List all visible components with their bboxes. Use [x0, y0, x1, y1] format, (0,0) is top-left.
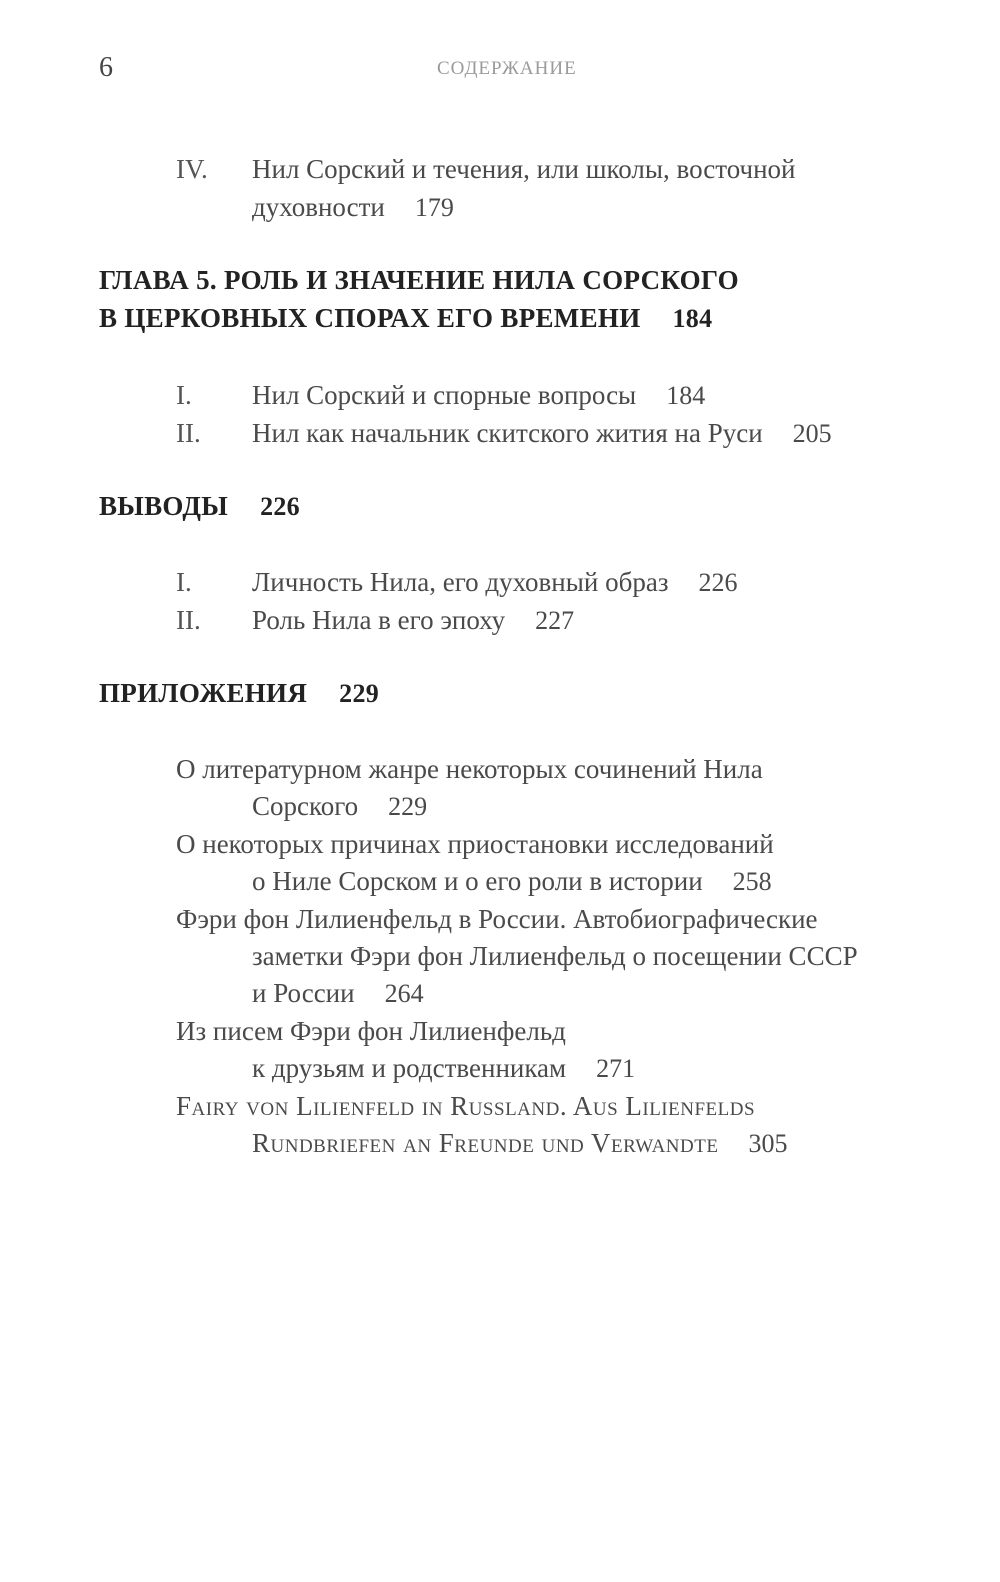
entry-text: Rundbriefen an Freunde und Verwandte — [252, 1128, 719, 1158]
entry-title: Нил как начальник скитского жития на Руси — [252, 418, 763, 448]
entry-text: к друзьям и родственникам — [252, 1053, 567, 1083]
appendix-entry-title: Fairy von Lilienfeld in Russland. Aus Lilienfelds — [176, 1091, 756, 1121]
entry-text: о Ниле Сорском и о его роли в истории — [252, 866, 703, 896]
page-ref: 179 — [414, 193, 454, 222]
chapter-heading: ГЛАВА 5. РОЛЬ И ЗНАЧЕНИЕ НИЛА СОРСКОГО — [99, 265, 739, 295]
running-head: СОДЕРЖАНИЕ — [437, 58, 577, 79]
entry-text: Сорского — [252, 791, 359, 821]
toc-entry — [252, 418, 832, 449]
toc-entry — [252, 605, 574, 636]
page-number: 6 — [99, 52, 113, 83]
appendix-entry-title: О некоторых причинах приостановки исследований — [176, 829, 774, 859]
page-ref: 229 — [388, 792, 428, 821]
roman-numeral: I. — [176, 380, 192, 410]
appendix-entry-continued — [252, 791, 427, 822]
page-ref: 227 — [535, 606, 575, 635]
toc-entry — [252, 567, 737, 598]
roman-numeral: IV. — [176, 154, 208, 184]
page-ref: 271 — [596, 1054, 636, 1083]
page-ref: 305 — [748, 1129, 788, 1158]
appendix-entry-continued — [252, 1128, 787, 1159]
appendix-entry-continued: заметки Фэри фон Лилиенфельд о посещении СССР — [252, 941, 858, 971]
appendix-entry-title: Из писем Фэри фон Лилиенфельд — [176, 1016, 566, 1046]
page-ref: 205 — [792, 419, 832, 448]
chapter-heading-continued — [99, 303, 712, 334]
chapter-heading-text: В ЦЕРКОВНЫХ СПОРАХ ЕГО ВРЕМЕНИ — [99, 303, 641, 333]
page-ref: 258 — [732, 867, 772, 896]
page-ref: 264 — [384, 979, 424, 1008]
page-ref: 184 — [666, 381, 706, 410]
roman-numeral: I. — [176, 567, 192, 597]
entry-title: Нил Сорский и течения, или школы, восточной — [252, 154, 796, 184]
entry-title: Нил Сорский и спорные вопросы — [252, 380, 637, 410]
entry-text: и России — [252, 978, 355, 1008]
entry-text: духовности — [252, 192, 385, 222]
section-heading-text: ПРИЛОЖЕНИЯ — [99, 678, 308, 708]
roman-numeral: II. — [176, 418, 201, 448]
section-heading-text: ВЫВОДЫ — [99, 491, 229, 521]
entry-title: Личность Нила, его духовный образ — [252, 567, 669, 597]
page-ref: 184 — [672, 304, 713, 333]
roman-numeral: II. — [176, 605, 201, 635]
page-ref: 229 — [339, 679, 380, 708]
appendix-entry-continued — [252, 866, 772, 897]
entry-title: Роль Нила в его эпоху — [252, 605, 506, 635]
appendix-entry-title: О литературном жанре некоторых сочинений Нила — [176, 754, 763, 784]
entry-title-continued — [252, 192, 454, 223]
appendix-entry-continued — [252, 978, 424, 1009]
appendix-entry-continued — [252, 1053, 635, 1084]
section-heading — [99, 678, 379, 709]
page-ref: 226 — [260, 492, 300, 521]
page-ref: 226 — [698, 568, 738, 597]
appendix-entry-title: Фэри фон Лилиенфельд в России. Автобиографические — [176, 904, 818, 934]
section-heading — [99, 491, 300, 522]
toc-entry — [252, 380, 705, 411]
